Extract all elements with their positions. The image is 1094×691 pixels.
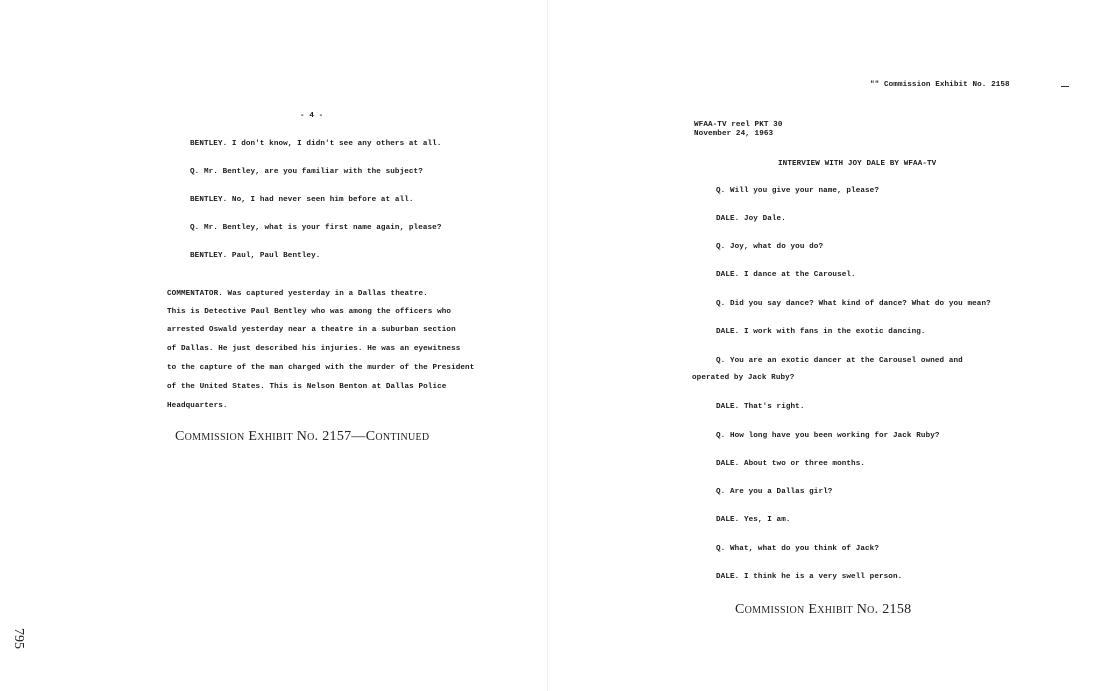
- transcript-line: Q. What, what do you think of Jack?: [716, 545, 879, 553]
- transcript-line: DALE. That's right.: [716, 403, 805, 411]
- transcript-line: Q. Will you give your name, please?: [716, 187, 879, 195]
- transcript-line: DALE. I dance at the Carousel.: [716, 271, 856, 279]
- transcript-line: BENTLEY. Paul, Paul Bentley.: [190, 252, 321, 260]
- transcript-line: DALE. Joy Dale.: [716, 215, 786, 223]
- transcript-line: Q. Joy, what do you do?: [716, 243, 824, 251]
- header-dash: [1061, 86, 1069, 87]
- page-number: 795: [11, 628, 26, 649]
- transcript-line: BENTLEY. I don't know, I didn't see any others at all.: [190, 140, 442, 148]
- commentator-line: arrested Oswald yesterday near a theatre in a suburban section: [167, 326, 456, 334]
- commentator-line: of Dallas. He just described his injuries. He was an eyewitness: [167, 345, 461, 353]
- source-date: November 24, 1963: [694, 130, 774, 138]
- transcript-line: Q. Mr. Bentley, are you familiar with the subject?: [190, 168, 423, 176]
- page-marker: - 4 -: [300, 112, 324, 120]
- transcript-line: operated by Jack Ruby?: [692, 374, 795, 382]
- commentator-line: COMMENTATOR. Was captured yesterday in a Dallas theatre.: [167, 290, 428, 298]
- exhibit-header: "" Commission Exhibit No. 2158: [870, 81, 1010, 89]
- transcript-line: Q. Are you a Dallas girl?: [716, 488, 833, 496]
- transcript-line: Q. Did you say dance? What kind of dance? What do you mean?: [716, 300, 991, 308]
- transcript-line: Q. Mr. Bentley, what is your first name again, please?: [190, 224, 442, 232]
- transcript-line: BENTLEY. No, I had never seen him before at all.: [190, 196, 414, 204]
- transcript-line: DALE. About two or three months.: [716, 460, 866, 468]
- interview-title: INTERVIEW WITH JOY DALE BY WFAA-TV: [778, 160, 937, 168]
- transcript-line: Q. You are an exotic dancer at the Carousel owned and: [716, 357, 963, 365]
- commentator-line: Headquarters.: [167, 402, 228, 410]
- exhibit-caption: Commission Exhibit No. 2157—Continued: [175, 429, 430, 444]
- commentator-line: to the capture of the man charged with the murder of the President: [167, 364, 475, 372]
- transcript-line: DALE. Yes, I am.: [716, 516, 791, 524]
- commentator-line: This is Detective Paul Bentley who was among the officers who: [167, 308, 452, 316]
- transcript-line: Q. How long have you been working for Jack Ruby?: [716, 432, 940, 440]
- page-divider: [547, 0, 548, 691]
- exhibit-caption: Commission Exhibit No. 2158: [735, 602, 912, 617]
- source-line: WFAA-TV reel PKT 30: [694, 121, 783, 129]
- transcript-line: DALE. I think he is a very swell person.: [716, 573, 903, 581]
- transcript-line: DALE. I work with fans in the exotic dancing.: [716, 328, 926, 336]
- commentator-line: of the United States. This is Nelson Benton at Dallas Police: [167, 383, 447, 391]
